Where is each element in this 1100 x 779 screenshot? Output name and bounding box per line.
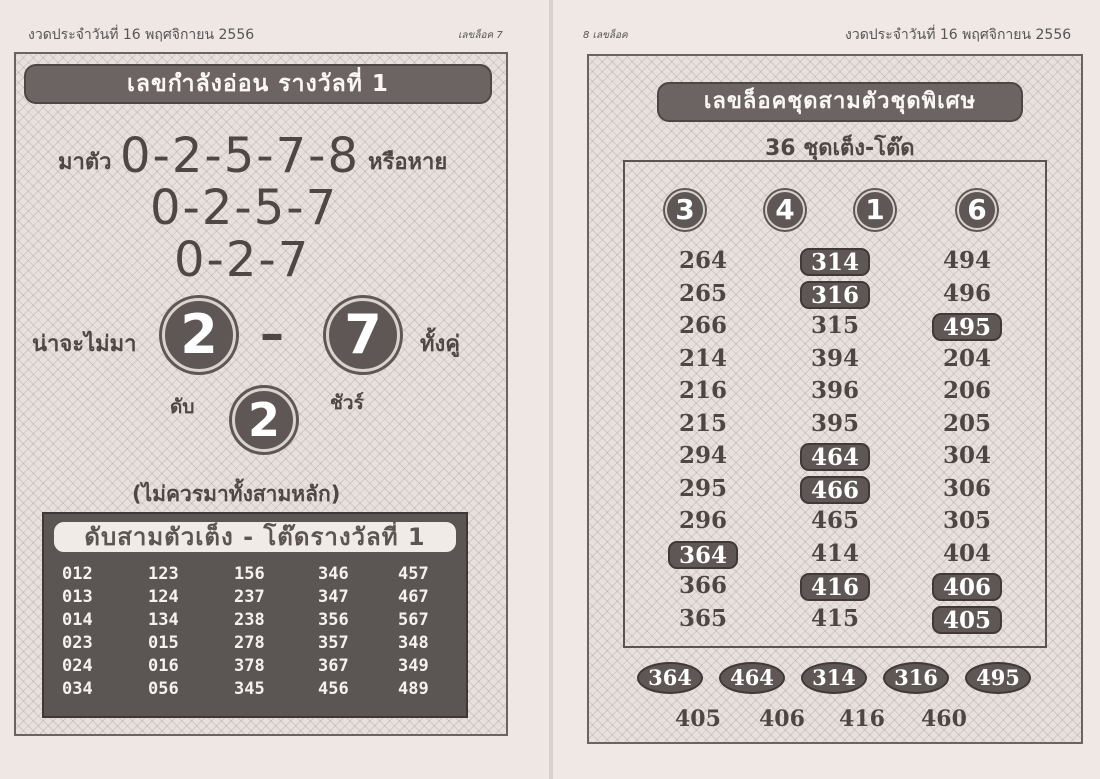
number-cell: 315: [810, 312, 859, 339]
dud-grid-cell: 156: [234, 564, 265, 584]
right-header-page: 8 เลขล็อค: [583, 30, 628, 41]
highlighted-number: 416: [800, 573, 870, 601]
bottom-number: 416: [839, 706, 885, 732]
digit-circle: 4: [765, 190, 805, 230]
sure-left: ดับ: [170, 396, 195, 418]
number-cell: 215: [678, 409, 727, 437]
number-cell: 496: [942, 279, 991, 307]
dud-grid-title: ดับสามตัวเต็ง - โต๊ดรางวัลที่ 1: [52, 520, 458, 554]
bottom-number: 406: [759, 706, 805, 732]
dud-grid-cell: 489: [398, 679, 429, 699]
dud-grid-cell: 012: [62, 564, 93, 584]
sure-right: ชัวร์: [330, 392, 364, 414]
left-header-date: งวดประจำวันที่ 16 พฤศจิกายน 2556: [28, 27, 255, 43]
line2-numbers: 0-2-5-7: [150, 180, 339, 236]
digit-circle: 3: [665, 190, 705, 230]
number-cell: 465: [810, 507, 859, 534]
highlighted-number: 466: [800, 476, 870, 504]
number-cell: 404: [942, 539, 991, 567]
line3-numbers: 0-2-7: [174, 232, 311, 288]
highlighted-number: 464: [800, 443, 870, 471]
number-cell: 264: [678, 247, 727, 274]
right-header-date: งวดประจำวันที่ 16 พฤศจิกายน 2556: [845, 27, 1072, 43]
highlight-oval: 464: [719, 662, 785, 694]
bottom-number: 460: [921, 706, 967, 732]
digit-circle: 1: [855, 190, 895, 230]
right-banner: เลขล็อคชุดสามตัวชุดพิเศษ: [657, 82, 1023, 122]
number-cell: 365: [678, 604, 727, 632]
number-cell: 204: [942, 344, 991, 372]
number-cell: 366: [678, 572, 727, 599]
highlight-oval: 314: [801, 662, 867, 694]
highlighted-number: 316: [800, 281, 870, 309]
highlight-oval: 495: [965, 662, 1031, 694]
line1-numbers: 0-2-5-7-8: [120, 128, 360, 184]
dud-grid-cell: 349: [398, 656, 429, 676]
pair-suffix: ทั้งคู่: [420, 332, 460, 357]
left-header-page: เลขล็อค 7: [458, 30, 503, 41]
dud-grid-cell: 567: [398, 610, 429, 630]
dud-grid-cell: 237: [234, 587, 265, 607]
dud-grid-cell: 467: [398, 587, 429, 607]
dud-grid-cell: 034: [62, 679, 93, 699]
right-subtitle: 36 ชุดเต็ง-โต๊ด: [765, 136, 915, 161]
dud-grid-cell: 015: [148, 633, 179, 653]
number-cell: 266: [678, 312, 727, 339]
dud-grid-cell: 378: [234, 656, 265, 676]
dud-grid-cell: 367: [318, 656, 349, 676]
dud-grid-cell: 123: [148, 564, 179, 584]
dud-grid-cell: 278: [234, 633, 265, 653]
number-cell: 216: [678, 377, 727, 404]
highlight-oval: 316: [883, 662, 949, 694]
number-cell: 395: [810, 409, 859, 437]
number-cell: 414: [810, 539, 859, 567]
line1-suffix: หรือหาย: [368, 150, 448, 175]
highlighted-number: 364: [668, 541, 738, 569]
digit-circle: 6: [957, 190, 997, 230]
dud-grid-cell: 024: [62, 656, 93, 676]
dud-grid-cell: 013: [62, 587, 93, 607]
highlighted-number: 406: [932, 573, 1002, 601]
line1-prefix: มาตัว: [58, 150, 112, 175]
pair-dash: –: [260, 306, 286, 362]
pair-prefix: น่าจะไม่มา: [32, 332, 137, 357]
dud-grid-cell: 023: [62, 633, 93, 653]
highlighted-number: 495: [932, 313, 1002, 341]
number-cell: 295: [678, 474, 727, 502]
number-cell: 415: [810, 604, 859, 632]
number-cell: 394: [810, 344, 859, 372]
number-cell: 306: [942, 474, 991, 502]
number-cell: 396: [810, 377, 859, 404]
number-cell: 296: [678, 507, 727, 534]
number-cell: 205: [942, 409, 991, 437]
left-banner: เลขกำลังอ่อน รางวัลที่ 1: [24, 64, 492, 104]
number-cell: 304: [942, 442, 991, 469]
dud-grid-cell: 357: [318, 633, 349, 653]
dud-grid-cell: 238: [234, 610, 265, 630]
left-page: [0, 0, 549, 779]
dud-grid-cell: 356: [318, 610, 349, 630]
number-cell: 206: [942, 377, 991, 404]
dud-grid-cell: 457: [398, 564, 429, 584]
dud-grid-cell: 016: [148, 656, 179, 676]
number-cell: 294: [678, 442, 727, 469]
right-page: [553, 0, 1100, 779]
pair-left-circle: 2: [162, 298, 236, 372]
dud-grid-cell: 124: [148, 587, 179, 607]
highlight-oval: 364: [637, 662, 703, 694]
pair-right-circle: 7: [326, 298, 400, 372]
dud-grid-cell: 014: [62, 610, 93, 630]
dud-grid-cell: 346: [318, 564, 349, 584]
dud-grid-cell: 347: [318, 587, 349, 607]
number-cell: 494: [942, 247, 991, 274]
number-cell: 305: [942, 507, 991, 534]
dud-grid-cell: 134: [148, 610, 179, 630]
number-cell: 214: [678, 344, 727, 372]
bottom-number: 405: [675, 706, 721, 732]
dud-grid-cell: 456: [318, 679, 349, 699]
sure-circle: 2: [232, 388, 296, 452]
dud-grid-cell: 056: [148, 679, 179, 699]
dud-grid-cell: 348: [398, 633, 429, 653]
highlighted-number: 314: [800, 248, 870, 276]
highlighted-number: 405: [932, 606, 1002, 634]
dud-grid-cell: 345: [234, 679, 265, 699]
note-text: (ไม่ควรมาทั้งสามหลัก): [132, 482, 341, 506]
number-cell: 265: [678, 279, 727, 307]
